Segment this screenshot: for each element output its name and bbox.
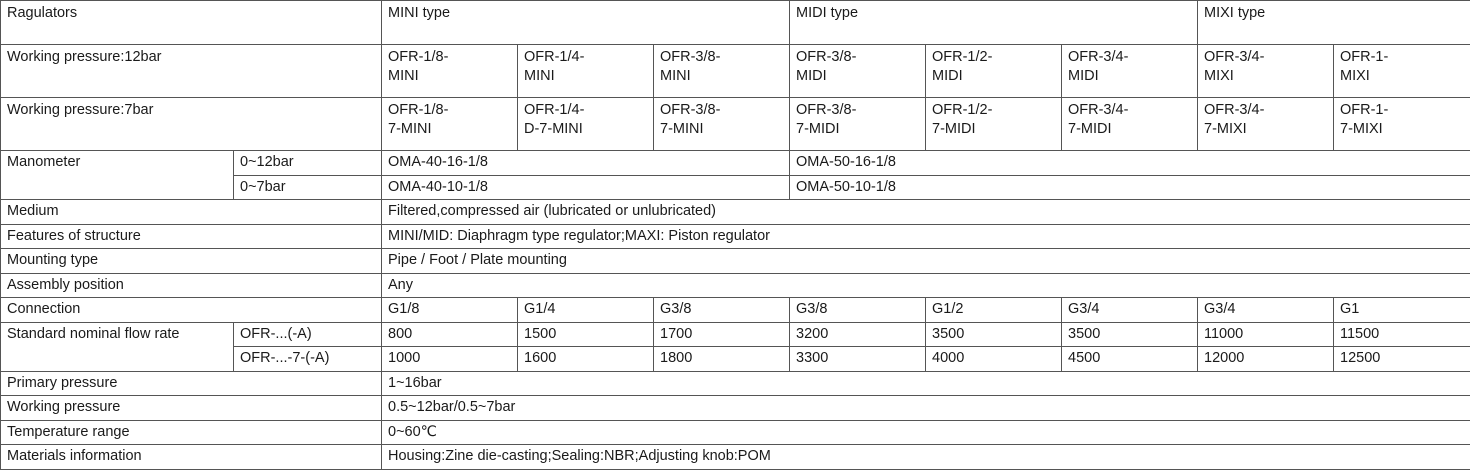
temperature-row <box>1 420 1470 445</box>
assembly-row <box>1 273 1470 298</box>
model-cell: OFR-1- 7-MIXI <box>1334 98 1470 151</box>
flow-cell: 3300 <box>790 347 926 372</box>
connection-cell: G3/4 <box>1062 298 1198 323</box>
model-cell: OFR-3/4- 7-MIDI <box>1062 98 1198 151</box>
connection-cell: G1 <box>1334 298 1470 323</box>
flow-cell: 1000 <box>382 347 518 372</box>
flow-cell: 3500 <box>926 322 1062 347</box>
model-cell: OFR-3/8- 7-MINI <box>654 98 790 151</box>
header-row <box>1 1 1470 45</box>
working-pressure-row <box>1 396 1470 421</box>
row-label: Primary pressure <box>1 371 382 396</box>
row-label: Connection <box>1 298 382 323</box>
features-row <box>1 224 1470 249</box>
row-label: Medium <box>1 200 382 225</box>
flow-cell: 4000 <box>926 347 1062 372</box>
row-label: Working pressure <box>1 396 382 421</box>
model-cell: OFR-1/2- 7-MIDI <box>926 98 1062 151</box>
row-value: MINI/MID: Diaphragm type regulator;MAXI: Piston regulator <box>382 224 1470 249</box>
flow-variant: OFR-...-7-(-A) <box>234 347 382 372</box>
flow-cell: 11000 <box>1198 322 1334 347</box>
pressure-7bar-row <box>1 98 1470 151</box>
model-cell: OFR-3/8- 7-MIDI <box>790 98 926 151</box>
manometer-row <box>1 151 1470 176</box>
model-cell: OFR-3/4- MIDI <box>1062 45 1198 98</box>
model-cell: OFR-3/8- MIDI <box>790 45 926 98</box>
flow-cell: 12000 <box>1198 347 1334 372</box>
manometer-range: 0~7bar <box>234 175 382 200</box>
model-cell: OFR-3/4- MIXI <box>1198 45 1334 98</box>
row-value: Any <box>382 273 1470 298</box>
model-cell: OFR-1/2- MIDI <box>926 45 1062 98</box>
model-cell: OFR-1- MIXI <box>1334 45 1470 98</box>
manometer-midi: OMA-50-16-1/8 <box>790 151 1470 176</box>
flow-cell: 1800 <box>654 347 790 372</box>
connection-row <box>1 298 1470 323</box>
pressure-12bar-row <box>1 45 1470 98</box>
model-cell: OFR-1/4- MINI <box>518 45 654 98</box>
manometer-range: 0~12bar <box>234 151 382 176</box>
flow-cell: 1700 <box>654 322 790 347</box>
row-value: 0.5~12bar/0.5~7bar <box>382 396 1470 421</box>
flow-cell: 3200 <box>790 322 926 347</box>
connection-cell: G1/8 <box>382 298 518 323</box>
connection-cell: G3/8 <box>790 298 926 323</box>
midi-type-header: MIDI type <box>790 1 1198 45</box>
mixi-type-header: MIXI type <box>1198 1 1470 45</box>
row-label: Assembly position <box>1 273 382 298</box>
flow-cell: 11500 <box>1334 322 1470 347</box>
model-cell: OFR-1/8- MINI <box>382 45 518 98</box>
mini-type-header: MINI type <box>382 1 790 45</box>
flow-rate-row <box>1 322 1470 347</box>
row-label: Working pressure:7bar <box>1 98 382 151</box>
row-label: Standard nominal flow rate <box>1 322 234 371</box>
medium-row <box>1 200 1470 225</box>
flow-cell: 12500 <box>1334 347 1470 372</box>
mounting-row <box>1 249 1470 274</box>
connection-cell: G3/8 <box>654 298 790 323</box>
flow-cell: 3500 <box>1062 322 1198 347</box>
row-value: Filtered,compressed air (lubricated or unlubricated) <box>382 200 1470 225</box>
model-cell: OFR-3/8- MINI <box>654 45 790 98</box>
row-value: 1~16bar <box>382 371 1470 396</box>
materials-row <box>1 445 1470 470</box>
connection-cell: G1/2 <box>926 298 1062 323</box>
row-label: Features of structure <box>1 224 382 249</box>
connection-cell: G1/4 <box>518 298 654 323</box>
header-label: Ragulators <box>1 1 382 45</box>
row-label: Mounting type <box>1 249 382 274</box>
flow-cell: 1500 <box>518 322 654 347</box>
row-label: Materials information <box>1 445 382 470</box>
manometer-mini: OMA-40-10-1/8 <box>382 175 790 200</box>
flow-variant: OFR-...(-A) <box>234 322 382 347</box>
row-value: Housing:Zine die-casting;Sealing:NBR;Adjusting knob:POM <box>382 445 1470 470</box>
row-value: Pipe / Foot / Plate mounting <box>382 249 1470 274</box>
primary-pressure-row <box>1 371 1470 396</box>
manometer-midi: OMA-50-10-1/8 <box>790 175 1470 200</box>
flow-cell: 4500 <box>1062 347 1198 372</box>
flow-cell: 1600 <box>518 347 654 372</box>
row-label: Temperature range <box>1 420 382 445</box>
connection-cell: G3/4 <box>1198 298 1334 323</box>
model-cell: OFR-3/4- 7-MIXI <box>1198 98 1334 151</box>
manometer-mini: OMA-40-16-1/8 <box>382 151 790 176</box>
flow-cell: 800 <box>382 322 518 347</box>
row-label: Manometer <box>1 151 234 200</box>
row-value: 0~60℃ <box>382 420 1470 445</box>
model-cell: OFR-1/4- D-7-MINI <box>518 98 654 151</box>
model-cell: OFR-1/8- 7-MINI <box>382 98 518 151</box>
row-label: Working pressure:12bar <box>1 45 382 98</box>
